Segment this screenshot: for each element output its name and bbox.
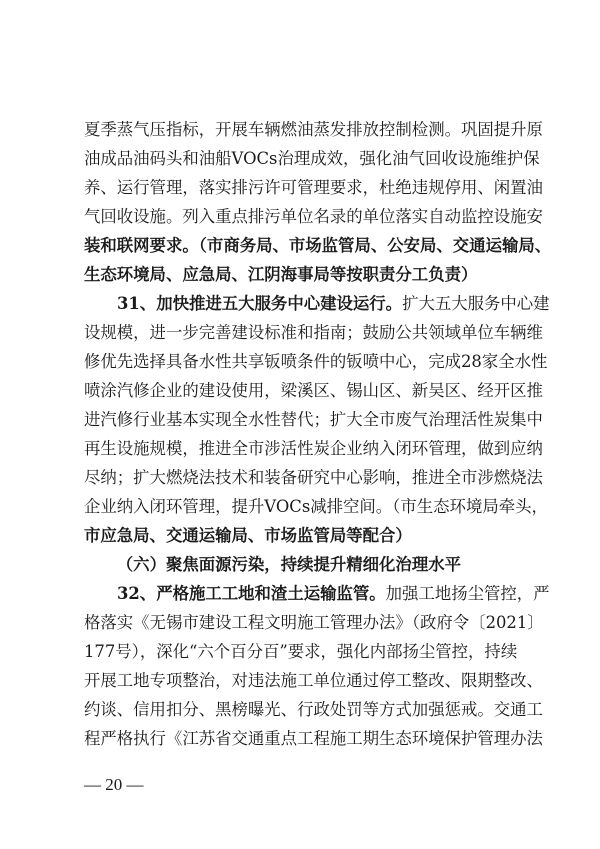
item-31-title-line [117, 292, 550, 316]
item-32-title-line [117, 582, 550, 606]
paragraph-line: 气回收设施。列入重点排污单位名录的单位落实自动监控设施安 [84, 207, 543, 226]
paragraph-line: 养、运行管理，落实排污许可管理要求，杜绝违规停用、闲置油 [84, 178, 543, 197]
paragraph-line: 格落实《无锡市建设工程文明施工管理办法》（政府令〔2021〕 [84, 613, 544, 632]
paragraph-line: 夏季蒸气压指标，开展车辆燃油蒸发排放控制检测。巩固提升原 [84, 120, 543, 139]
paragraph-line: 企业纳入闭环管理，提升VOCs减排空间。（市生态环境局牵头， [84, 497, 548, 516]
paragraph-line: 程严格执行《江苏省交通重点工程施工期生态环境保护管理办法 [84, 729, 543, 748]
item-body: 扩大五大服务中心建 [402, 294, 550, 313]
item-body: 加强工地扬尘管控，严 [385, 584, 550, 603]
responsible-departments-line: 生态环境局、应急局、江阴海事局等按职责分工负责） [84, 265, 478, 284]
section-heading: （六）聚焦面源污染，持续提升精细化治理水平 [116, 555, 461, 574]
paragraph-line: 进汽修行业基本实现全水性替代；扩大全市废气治理活性炭集中 [84, 410, 543, 429]
paragraph-line: 再生设施规模，推进全市涉活性炭企业纳入闭环管理，做到应纳 [84, 439, 543, 458]
paragraph-line: 设规模，进一步完善建设标准和指南；鼓励公共领域单位车辆维 [84, 323, 543, 342]
item-title: 31、加快推进五大服务中心建设运行。 [117, 294, 403, 313]
paragraph-line: 约谈、信用扣分、黑榜曝光、行政处罚等方式加强惩戒。交通工 [84, 700, 543, 719]
responsible-departments-line: 装和联网要求。（市商务局、市场监管局、公安局、交通运输局、 [84, 236, 552, 255]
paragraph-line: 油成品油码头和油船VOCs治理成效，强化油气回收设施维护保 [84, 149, 540, 168]
paragraph-line: 喷涂汽修企业的建设使用，梁溪区、锡山区、新吴区、经开区推 [84, 381, 543, 400]
paragraph-line: 修优先选择具备水性共享钣喷条件的钣喷中心，完成28家全水性 [84, 352, 548, 371]
paragraph-line: 177号），深化“六个百分百”要求，强化内部扬尘管控，持续 [84, 642, 518, 661]
paragraph-line: 开展工地专项整治，对违法施工单位通过停工整改、限期整改、 [84, 671, 543, 690]
item-title: 32、严格施工工地和渣土运输监管。 [117, 584, 386, 603]
paragraph-line: 尽纳；扩大燃烧法技术和装备研究中心影响，推进全市涉燃烧法 [84, 468, 543, 487]
page-number: — 20 — [84, 775, 144, 794]
responsible-departments-line: 市应急局、交通运输局、市场监管局等配合） [84, 526, 412, 545]
